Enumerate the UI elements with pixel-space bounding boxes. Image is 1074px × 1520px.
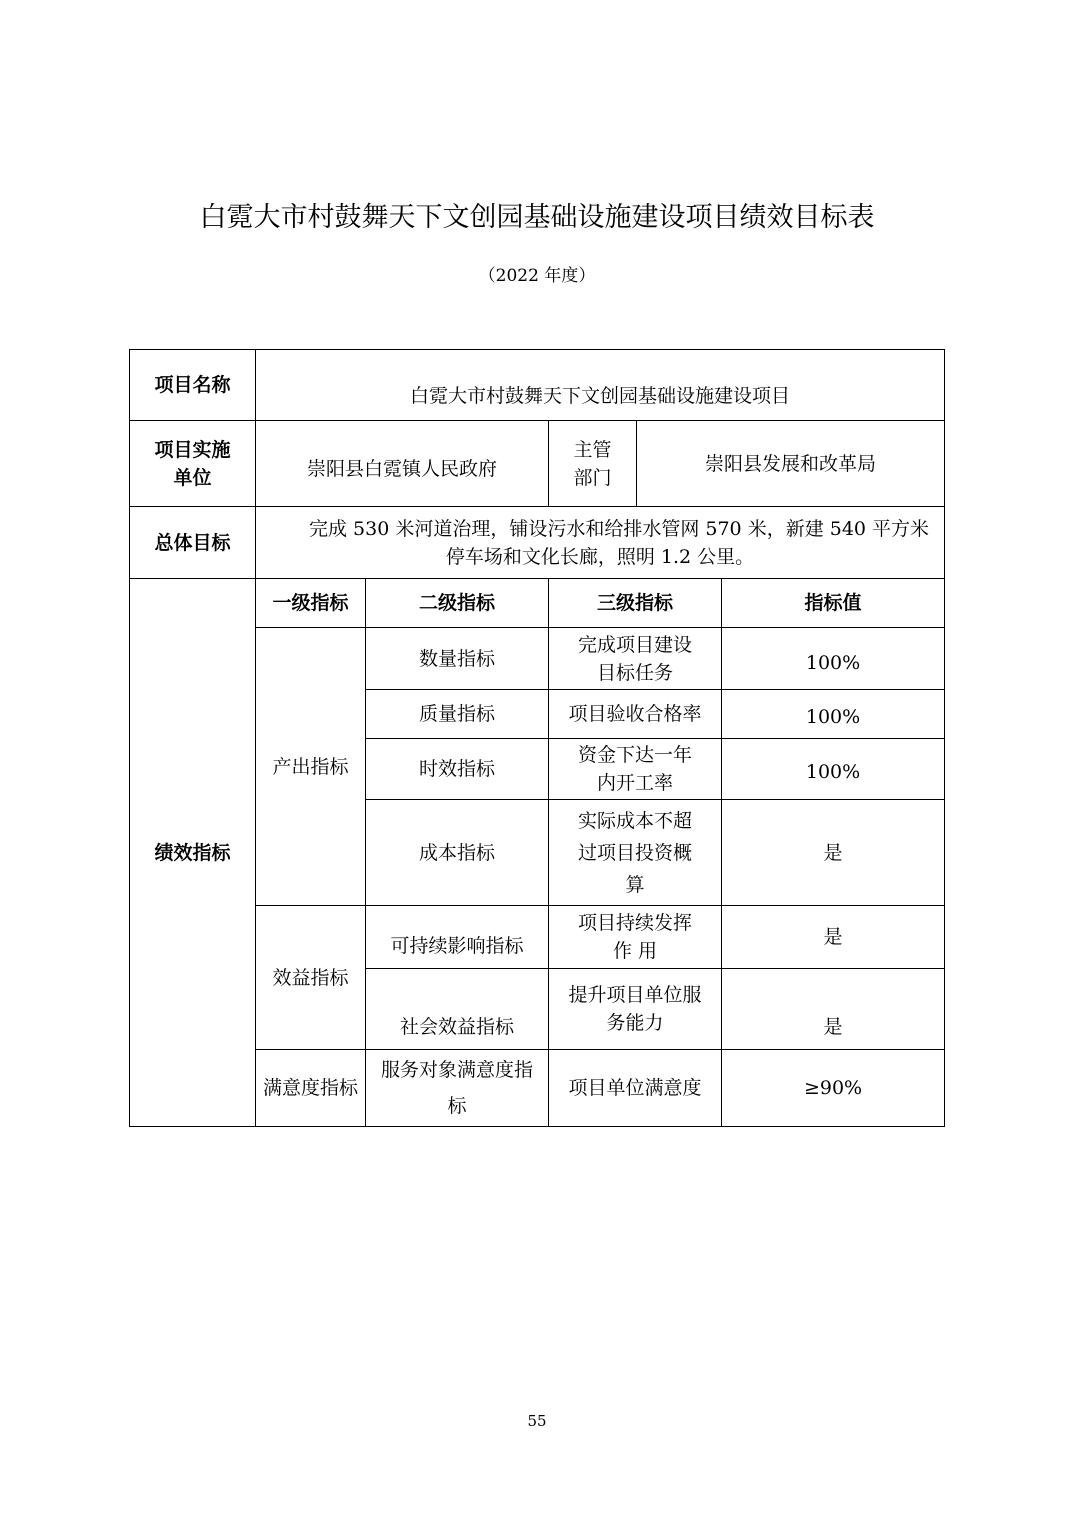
project-name-row	[130, 350, 945, 421]
level3-cell: 项目验收合格率	[549, 690, 722, 739]
page-number: 55	[527, 1412, 547, 1430]
goal-label: 总体目标	[130, 507, 256, 579]
dept-value: 崇阳县发展和改革局	[637, 421, 945, 507]
page-subtitle: （2022 年度）	[478, 266, 596, 286]
page-title: 白霓大市村鼓舞天下文创园基础设施建设项目绩效目标表	[199, 202, 875, 233]
impl-unit-row	[130, 421, 945, 507]
project-name-label: 项目名称	[130, 350, 256, 421]
value-cell: 是	[722, 800, 945, 906]
benefit-label: 效益指标	[256, 906, 366, 1050]
level2-cell: 可持续影响指标	[366, 906, 549, 969]
header-level3: 三级指标	[549, 579, 722, 628]
level2-cell: 服务对象满意度指 标	[366, 1050, 549, 1127]
level3-cell: 项目单位满意度	[549, 1050, 722, 1127]
level2-cell: 数量指标	[366, 628, 549, 690]
value-cell: 是	[722, 969, 945, 1050]
satisfaction-label: 满意度指标	[256, 1050, 366, 1127]
value-cell: 100%	[722, 739, 945, 800]
value-cell: 是	[722, 906, 945, 969]
value-cell: 100%	[722, 628, 945, 690]
dept-label: 主管部门	[549, 421, 637, 507]
level3-cell: 资金下达一年内开工率	[549, 739, 722, 800]
level3-cell: 完成项目建设目标任务	[549, 628, 722, 690]
level3-cell: 项目持续发挥作 用	[549, 906, 722, 969]
level2-cell: 质量指标	[366, 690, 549, 739]
header-level2: 二级指标	[366, 579, 549, 628]
performance-table	[129, 349, 945, 1127]
level2-cell: 时效指标	[366, 739, 549, 800]
header-value: 指标值	[722, 579, 945, 628]
goal-row	[130, 507, 945, 579]
perf-label: 绩效指标	[130, 579, 256, 1127]
value-cell: 100%	[722, 690, 945, 739]
header-row	[130, 579, 945, 628]
project-name-value: 白霓大市村鼓舞天下文创园基础设施建设项目	[256, 350, 945, 421]
output-label: 产出指标	[256, 628, 366, 906]
goal-value: 完成 530 米河道治理，铺设污水和给排水管网 570 米，新建 540 平方米停车场和文化长廊，照明 1.2 公里。	[256, 507, 945, 579]
impl-unit-label: 项目实施单位	[130, 421, 256, 507]
level3-cell: 提升项目单位服务能力	[549, 969, 722, 1050]
level2-cell: 成本指标	[366, 800, 549, 906]
level3-cell: 实际成本不超过项目投资概算	[549, 800, 722, 906]
header-level1: 一级指标	[256, 579, 366, 628]
level2-cell: 社会效益指标	[366, 969, 549, 1050]
impl-unit-value: 崇阳县白霓镇人民政府	[256, 421, 549, 507]
value-cell: ≥90%	[722, 1050, 945, 1127]
